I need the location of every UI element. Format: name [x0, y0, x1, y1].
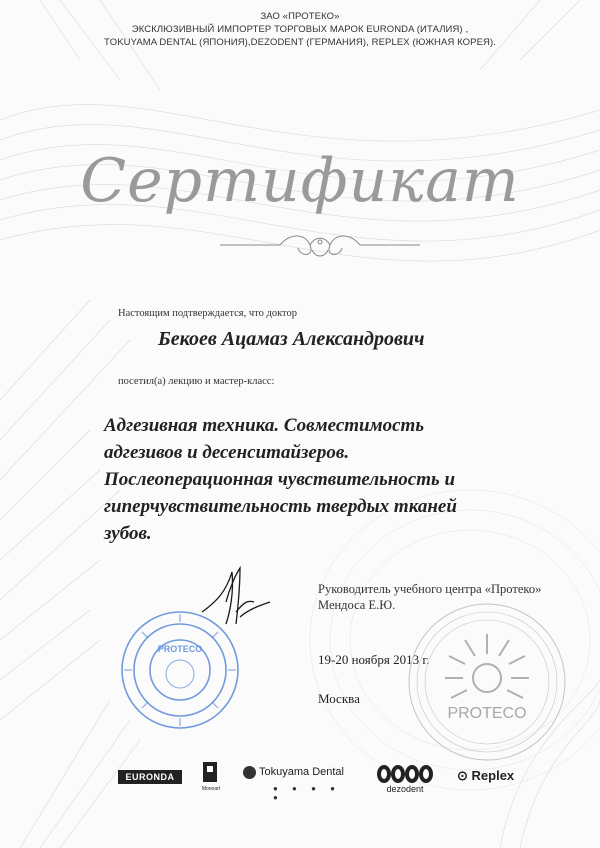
monoart-text: Monoart — [201, 786, 221, 792]
tokuyama-text: Tokuyama Dental — [259, 766, 344, 778]
official-stamp — [118, 608, 242, 732]
recipient-name: Бекоев Ацамаз Александрович — [158, 328, 425, 350]
course-title-line: адгезивов и десенситайзеров. — [104, 442, 350, 463]
seal-text: PROTECO — [447, 705, 527, 722]
ornament-flourish-icon — [220, 228, 420, 262]
euronda-logo: EURONDA — [118, 770, 182, 784]
issuer-description: ЭКСКЛЮЗИВНЫЙ ИМПОРТЕР ТОРГОВЫХ МАРОК EURONDA (ИТАЛИЯ) , — [131, 24, 469, 35]
replex-text: Replex — [471, 768, 515, 783]
course-title-line: Адгезивная техника. Совместимость — [104, 415, 425, 436]
dezodent-text: dezodent — [386, 784, 424, 794]
proteco-seal — [405, 600, 570, 765]
tokuyama-mark-icon — [243, 766, 256, 779]
issuer-header — [0, 10, 600, 49]
confirmation-text: Настоящим подтверждается, что доктор — [118, 308, 297, 319]
issuer-brands: TOKUYAMA DENTAL (ЯПОНИЯ),DEZODENT (ГЕРМАНИЯ), REPLEX (ЮЖНАЯ КОРЕЯ). — [103, 37, 497, 48]
event-date: 19-20 ноября 2013 г. — [318, 652, 430, 667]
sponsor-logos — [0, 760, 600, 800]
replex-logo — [457, 768, 514, 784]
event-city: Москва — [318, 691, 360, 706]
course-title-line: Послеоперационная чувствительность и — [104, 469, 456, 490]
replex-mark-icon: ⊙ — [457, 768, 468, 783]
course-title-line: гиперчувствительность твердых тканей — [104, 496, 457, 517]
dezodent-teeth-icon — [374, 764, 436, 784]
course-title — [104, 412, 574, 547]
attendance-text: посетил(а) лекцию и мастер-класс: — [118, 376, 275, 387]
tokuyama-dots: ● ● ● ● ● — [273, 784, 341, 802]
dezodent-logo — [374, 764, 436, 796]
tokuyama-logo — [243, 764, 353, 802]
stamp-center-text: PROTECO — [157, 644, 203, 654]
certificate-title: Сертификат — [80, 146, 520, 216]
signatory-name: Мендоса Е.Ю. — [318, 598, 396, 612]
monoart-logo — [197, 762, 225, 792]
course-title-line: зубов. — [104, 523, 152, 544]
issuer-name: ЗАО «ПРОТЕКО» — [260, 11, 340, 22]
signatory-title: Руководитель учебного центра «Протеко» — [318, 582, 542, 596]
